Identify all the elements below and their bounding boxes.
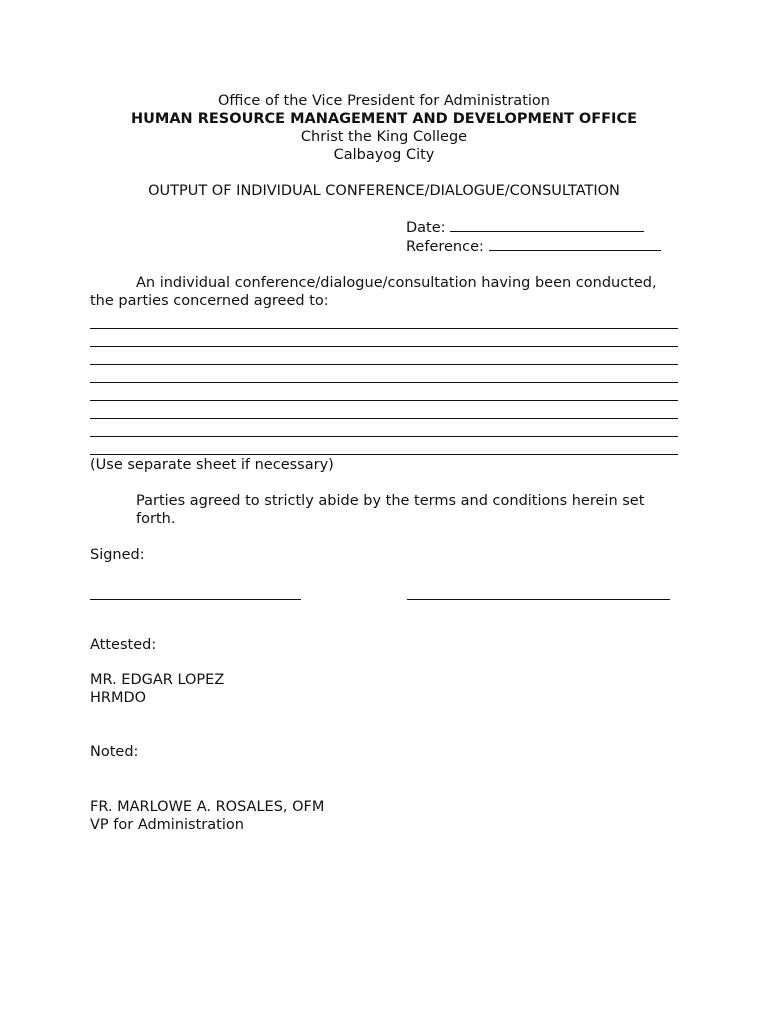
reference-label: Reference: [406,239,484,255]
date-blank[interactable] [450,219,644,232]
signature-line-left[interactable] [90,599,301,600]
signature-line-right[interactable] [407,599,670,600]
separate-sheet-note: (Use separate sheet if necessary) [90,457,334,473]
date-label: Date: [406,220,446,236]
attester-title: HRMDO [90,690,147,706]
institution-name: Christ the King College [300,129,468,145]
agreement-blank-line[interactable] [90,418,678,419]
attested-label: Attested: [90,637,157,653]
attester-name: MR. EDGAR LOPEZ [90,672,225,688]
agreement-blank-line[interactable] [90,328,678,329]
agreement-blank-line[interactable] [90,346,678,347]
agreement-text-line1: Parties agreed to strictly abide by the terms and conditions herein set [136,493,645,509]
agreement-blank-line[interactable] [90,436,678,437]
agreement-blank-line[interactable] [90,382,678,383]
office-line: Office of the Vice President for Administration [218,93,550,109]
signed-label: Signed: [90,547,145,563]
noted-label: Noted: [90,744,139,760]
intro-text-line2: the parties concerned agreed to: [90,293,329,309]
department-name: HUMAN RESOURCE MANAGEMENT AND DEVELOPMENT OFFICE [130,111,637,127]
agreement-blank-line[interactable] [90,400,678,401]
intro-text-line1: An individual conference/dialogue/consultation having been conducted, [136,275,657,291]
noter-name: FR. MARLOWE A. ROSALES, OFM [90,799,325,815]
agreement-text-line2: forth. [136,511,176,527]
city-name: Calbayog City [333,147,435,163]
agreement-blank-line[interactable] [90,454,678,455]
reference-field [406,238,661,256]
reference-blank[interactable] [489,238,661,251]
agreement-blank-line[interactable] [90,364,678,365]
date-field [406,219,644,237]
noter-title: VP for Administration [90,817,244,833]
form-title: OUTPUT OF INDIVIDUAL CONFERENCE/DIALOGUE/CONSULTATION [148,183,620,199]
